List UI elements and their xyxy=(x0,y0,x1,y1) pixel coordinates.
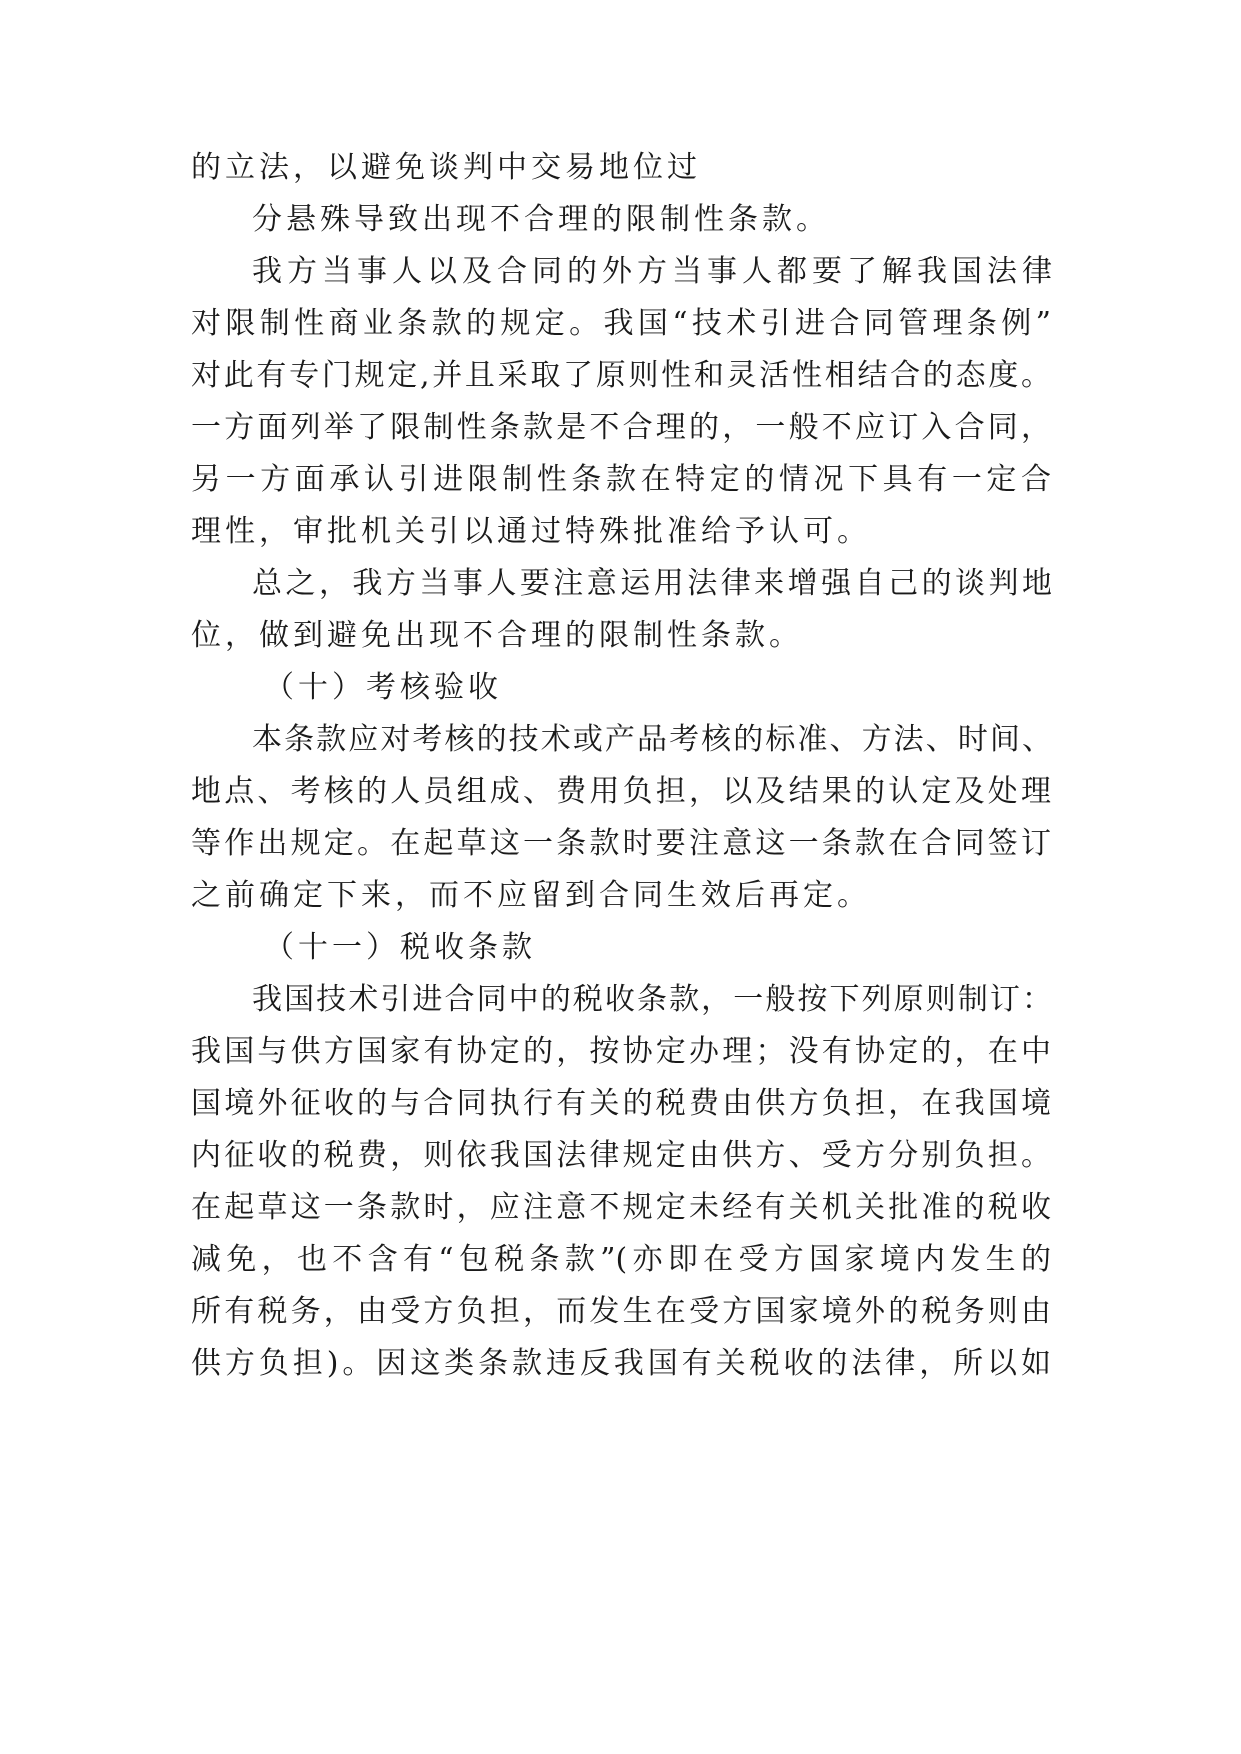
text-line: 另一方面承认引进限制性条款在特定的情况下具有一定合 xyxy=(191,462,1051,497)
text-line: 一方面列举了限制性条款是不合理的，一般不应订入合同， xyxy=(191,410,1051,445)
text-line: 内征收的税费，则依我国法律规定由供方、受方分别负担。 xyxy=(191,1138,1051,1173)
text-line: 地点、考核的人员组成、费用负担，以及结果的认定及处理 xyxy=(191,774,1051,809)
text-line: 在起草这一条款时，应注意不规定未经有关机关批准的税收 xyxy=(191,1190,1051,1225)
text-line: 对此有专门规定,并且采取了原则性和灵活性相结合的态度。 xyxy=(191,358,1051,393)
text-line: 减免，也不含有“包税条款”(亦即在受方国家境内发生的 xyxy=(191,1242,1051,1277)
text-line: 我国技术引进合同中的税收条款，一般按下列原则制订： xyxy=(252,982,1052,1017)
text-line: 位，做到避免出现不合理的限制性条款。 xyxy=(191,618,803,653)
text-line: 我方当事人以及合同的外方当事人都要了解我国法律 xyxy=(252,254,1052,289)
text-line: 总之，我方当事人要注意运用法律来增强自己的谈判地 xyxy=(252,566,1052,601)
text-line: 理性，审批机关引以通过特殊批准给予认可。 xyxy=(191,514,871,549)
text-line: 所有税务，由受方负担，而发生在受方国家境外的税务则由 xyxy=(191,1294,1051,1329)
text-line: 国境外征收的与合同执行有关的税费由供方负担，在我国境 xyxy=(191,1086,1051,1121)
text-line: 对限制性商业条款的规定。我国“技术引进合同管理条例” xyxy=(191,306,1051,341)
section-heading: （十）考核验收 xyxy=(264,670,502,705)
text-line: 本条款应对考核的技术或产品考核的标准、方法、时间、 xyxy=(252,722,1052,757)
text-line: 我国与供方国家有协定的，按协定办理；没有协定的，在中 xyxy=(191,1034,1051,1069)
text-line: 之前确定下来，而不应留到合同生效后再定。 xyxy=(191,878,871,913)
text-line: 等作出规定。在起草这一条款时要注意这一条款在合同签订 xyxy=(191,826,1051,861)
text-line: 供方负担)。因这类条款违反我国有关税收的法律，所以如 xyxy=(191,1346,1051,1381)
section-heading: （十一）税收条款 xyxy=(264,930,536,965)
text-line: 的立法，以避免谈判中交易地位过 xyxy=(191,150,701,185)
text-line: 分悬殊导致出现不合理的限制性条款。 xyxy=(252,202,830,237)
